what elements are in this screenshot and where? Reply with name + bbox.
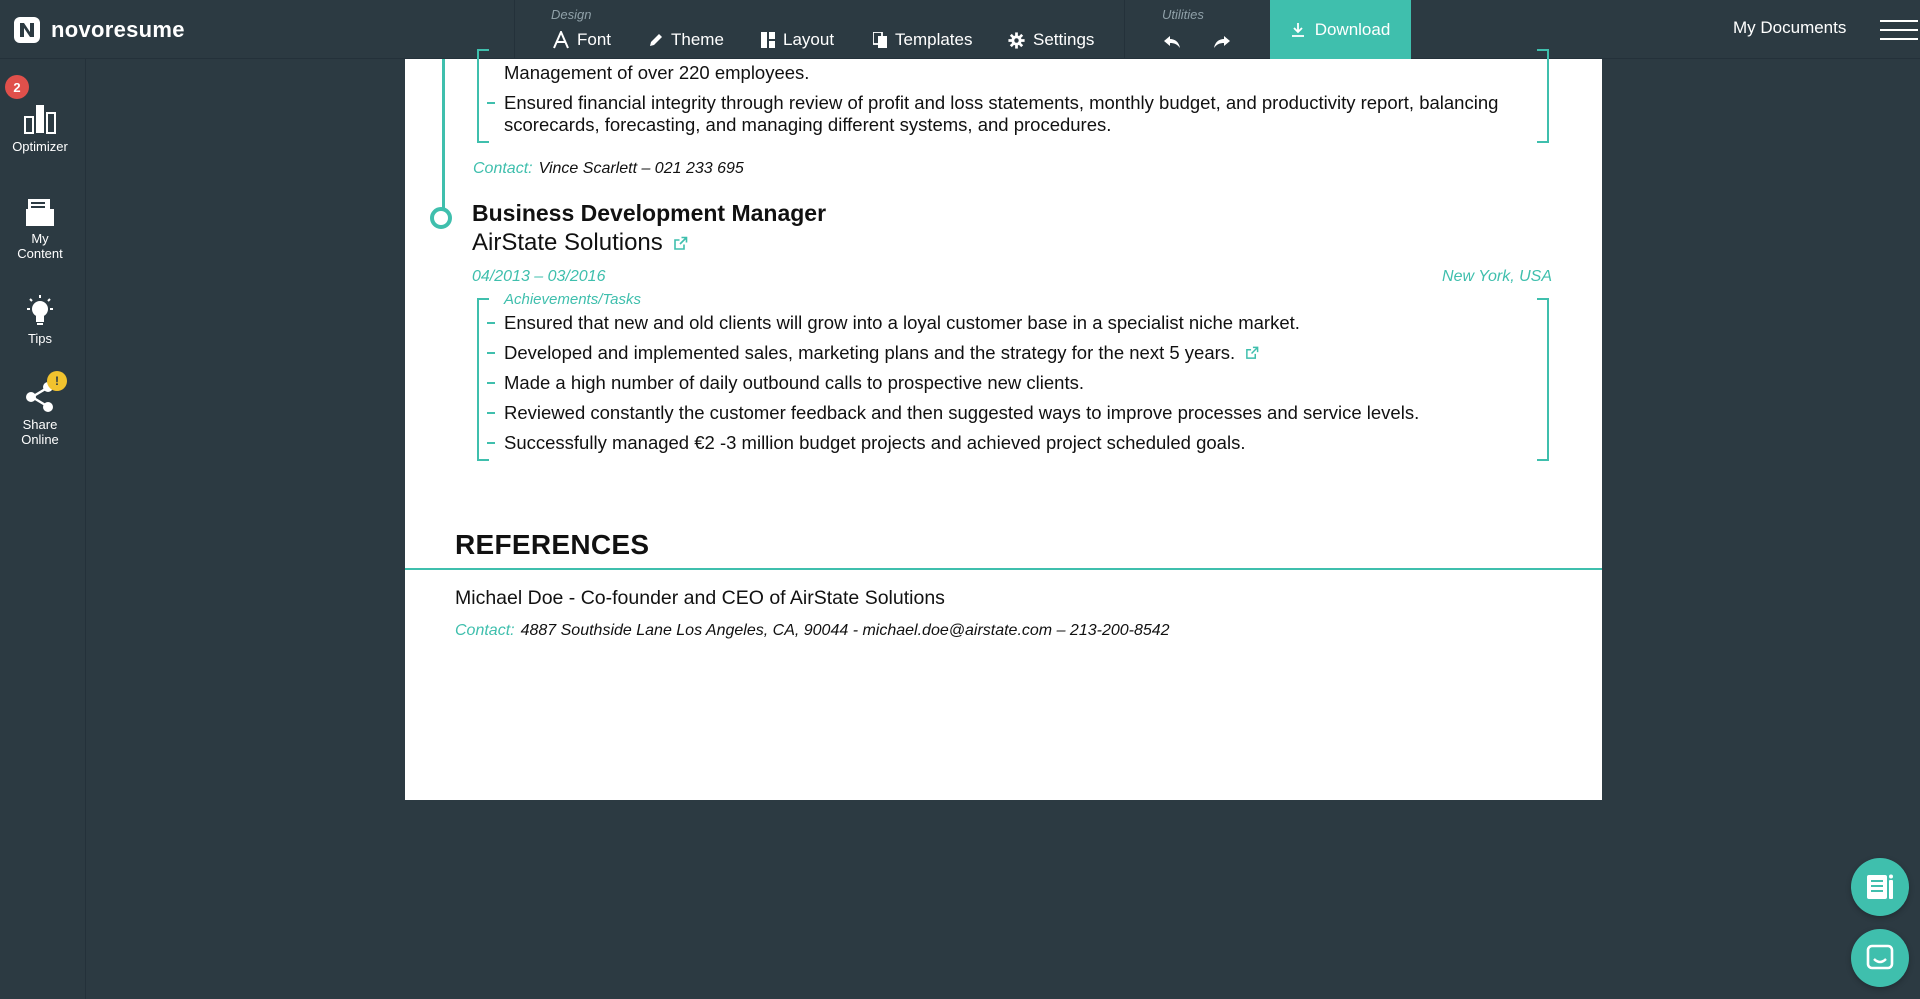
- left-sidebar: [0, 59, 86, 999]
- templates-icon: [873, 32, 887, 48]
- my-documents-link[interactable]: My Documents: [1733, 18, 1847, 37]
- contact-value: Vince Scarlett – 021 233 695: [538, 160, 744, 177]
- company-name[interactable]: [472, 229, 688, 257]
- font-icon: [553, 31, 569, 49]
- layout-icon: [761, 32, 775, 48]
- external-link-icon[interactable]: [1245, 346, 1259, 360]
- layout-button[interactable]: [761, 27, 834, 53]
- undo-icon: [1163, 35, 1181, 49]
- layout-button-label: Layout: [783, 30, 835, 49]
- reference-contact: [455, 622, 1170, 640]
- document-icon: [1864, 872, 1896, 902]
- templates-button-label: Templates: [895, 30, 973, 49]
- list-item-text: Developed and implemented sales, marketing plans and the strategy for the next 5 years.: [504, 342, 1236, 363]
- font-button[interactable]: [553, 27, 611, 53]
- logo[interactable]: [12, 15, 185, 45]
- bullet-dash: [487, 442, 495, 444]
- references-heading[interactable]: REFERENCES: [455, 529, 650, 560]
- company-label: AirState Solutions: [472, 229, 663, 256]
- bracket-left: [477, 49, 489, 143]
- bracket-right: [1537, 298, 1549, 461]
- list-item: Management of over 220 employees.: [504, 62, 810, 83]
- reference-name[interactable]: Michael Doe - Co-founder and CEO of AirState Solutions: [455, 587, 945, 609]
- redo-icon: [1213, 35, 1231, 49]
- job-title[interactable]: Business Development Manager: [472, 200, 827, 226]
- sidebar-item-tips[interactable]: [0, 295, 80, 346]
- job-dates: 04/2013 – 03/2016: [472, 268, 606, 285]
- toolbar-divider: [1124, 0, 1125, 59]
- logo-text: novoresume: [51, 17, 185, 42]
- font-button-label: Font: [577, 30, 612, 49]
- list-item: Successfully managed €2 -3 million budget projects and achieved project scheduled goals.: [504, 432, 1246, 453]
- sidebar-item-label: Online: [21, 432, 59, 447]
- list-item: Made a high number of daily outbound calls to prospective new clients.: [504, 372, 1085, 393]
- timeline-line: [442, 59, 445, 217]
- redo-button[interactable]: [1213, 29, 1231, 55]
- bullet-dash: [487, 322, 495, 324]
- optimizer-chart-icon: [23, 103, 57, 135]
- lightbulb-icon: [24, 295, 56, 327]
- external-link-icon[interactable]: [673, 236, 688, 251]
- resume-page: [405, 59, 1602, 800]
- sidebar-item-my-content[interactable]: [0, 197, 80, 261]
- theme-button-label: Theme: [671, 30, 724, 49]
- chat-icon: [1865, 943, 1895, 973]
- content-folder-icon: [25, 197, 55, 227]
- theme-pencil-icon: [649, 33, 663, 47]
- bracket-right: [1537, 49, 1549, 143]
- bullet-dash: [487, 412, 495, 414]
- chat-fab-button[interactable]: [1851, 929, 1909, 987]
- list-item: Ensured financial integrity through review of profit and loss statements, monthly budget, and productivity report, balancing: [504, 92, 1499, 113]
- gear-icon: [1008, 32, 1025, 49]
- sidebar-item-label: Optimizer: [12, 139, 68, 154]
- bullet-dash: [487, 102, 495, 104]
- bullet-dash: [487, 382, 495, 384]
- bullet-dash: [487, 352, 495, 354]
- templates-button[interactable]: [873, 27, 972, 53]
- share-warning-badge: !: [47, 371, 67, 391]
- sidebar-item-share-online[interactable]: [0, 381, 80, 447]
- download-icon: [1291, 22, 1305, 37]
- toolbar-divider: [514, 0, 515, 59]
- sidebar-item-label: Tips: [27, 331, 53, 346]
- list-item: Ensured that new and old clients will grow into a loyal customer base in a specialist niche market.: [504, 312, 1300, 333]
- optimizer-badge: 2: [5, 75, 29, 99]
- top-bar: [0, 0, 1920, 59]
- contact-value: 4887 Southside Lane Los Angeles, CA, 90044 - michael.doe@airstate.com – 213-200-8542: [520, 622, 1170, 639]
- achievements-heading: Achievements/Tasks: [504, 291, 642, 308]
- hamburger-icon[interactable]: [1880, 20, 1918, 40]
- download-button[interactable]: [1270, 0, 1411, 59]
- utilities-group-label: Utilities: [1162, 7, 1204, 22]
- timeline-dot: [430, 207, 452, 229]
- job-location: New York, USA: [1442, 268, 1552, 285]
- sidebar-item-label: My: [31, 231, 49, 246]
- prev-job-contact: [473, 160, 744, 178]
- settings-button-label: Settings: [1033, 30, 1095, 49]
- undo-button[interactable]: [1163, 29, 1181, 55]
- list-item: scorecards, forecasting, and managing different systems, and procedures.: [504, 114, 1112, 135]
- sidebar-item-optimizer[interactable]: [0, 103, 80, 154]
- contact-label: Contact:: [473, 160, 533, 177]
- document-fab-button[interactable]: [1851, 858, 1909, 916]
- sidebar-item-label: Content: [17, 246, 63, 261]
- section-divider: [405, 568, 1602, 570]
- design-group-label: Design: [551, 7, 592, 22]
- list-item: Reviewed constantly the customer feedback and then suggested ways to improve processes and service levels.: [504, 402, 1420, 423]
- logo-icon: [12, 15, 42, 45]
- download-button-label: Download: [1314, 19, 1391, 39]
- sidebar-item-label: Share: [22, 417, 58, 432]
- theme-button[interactable]: [649, 27, 724, 53]
- list-item: [504, 342, 1259, 364]
- contact-label: Contact:: [455, 622, 515, 639]
- settings-button[interactable]: [1008, 27, 1094, 53]
